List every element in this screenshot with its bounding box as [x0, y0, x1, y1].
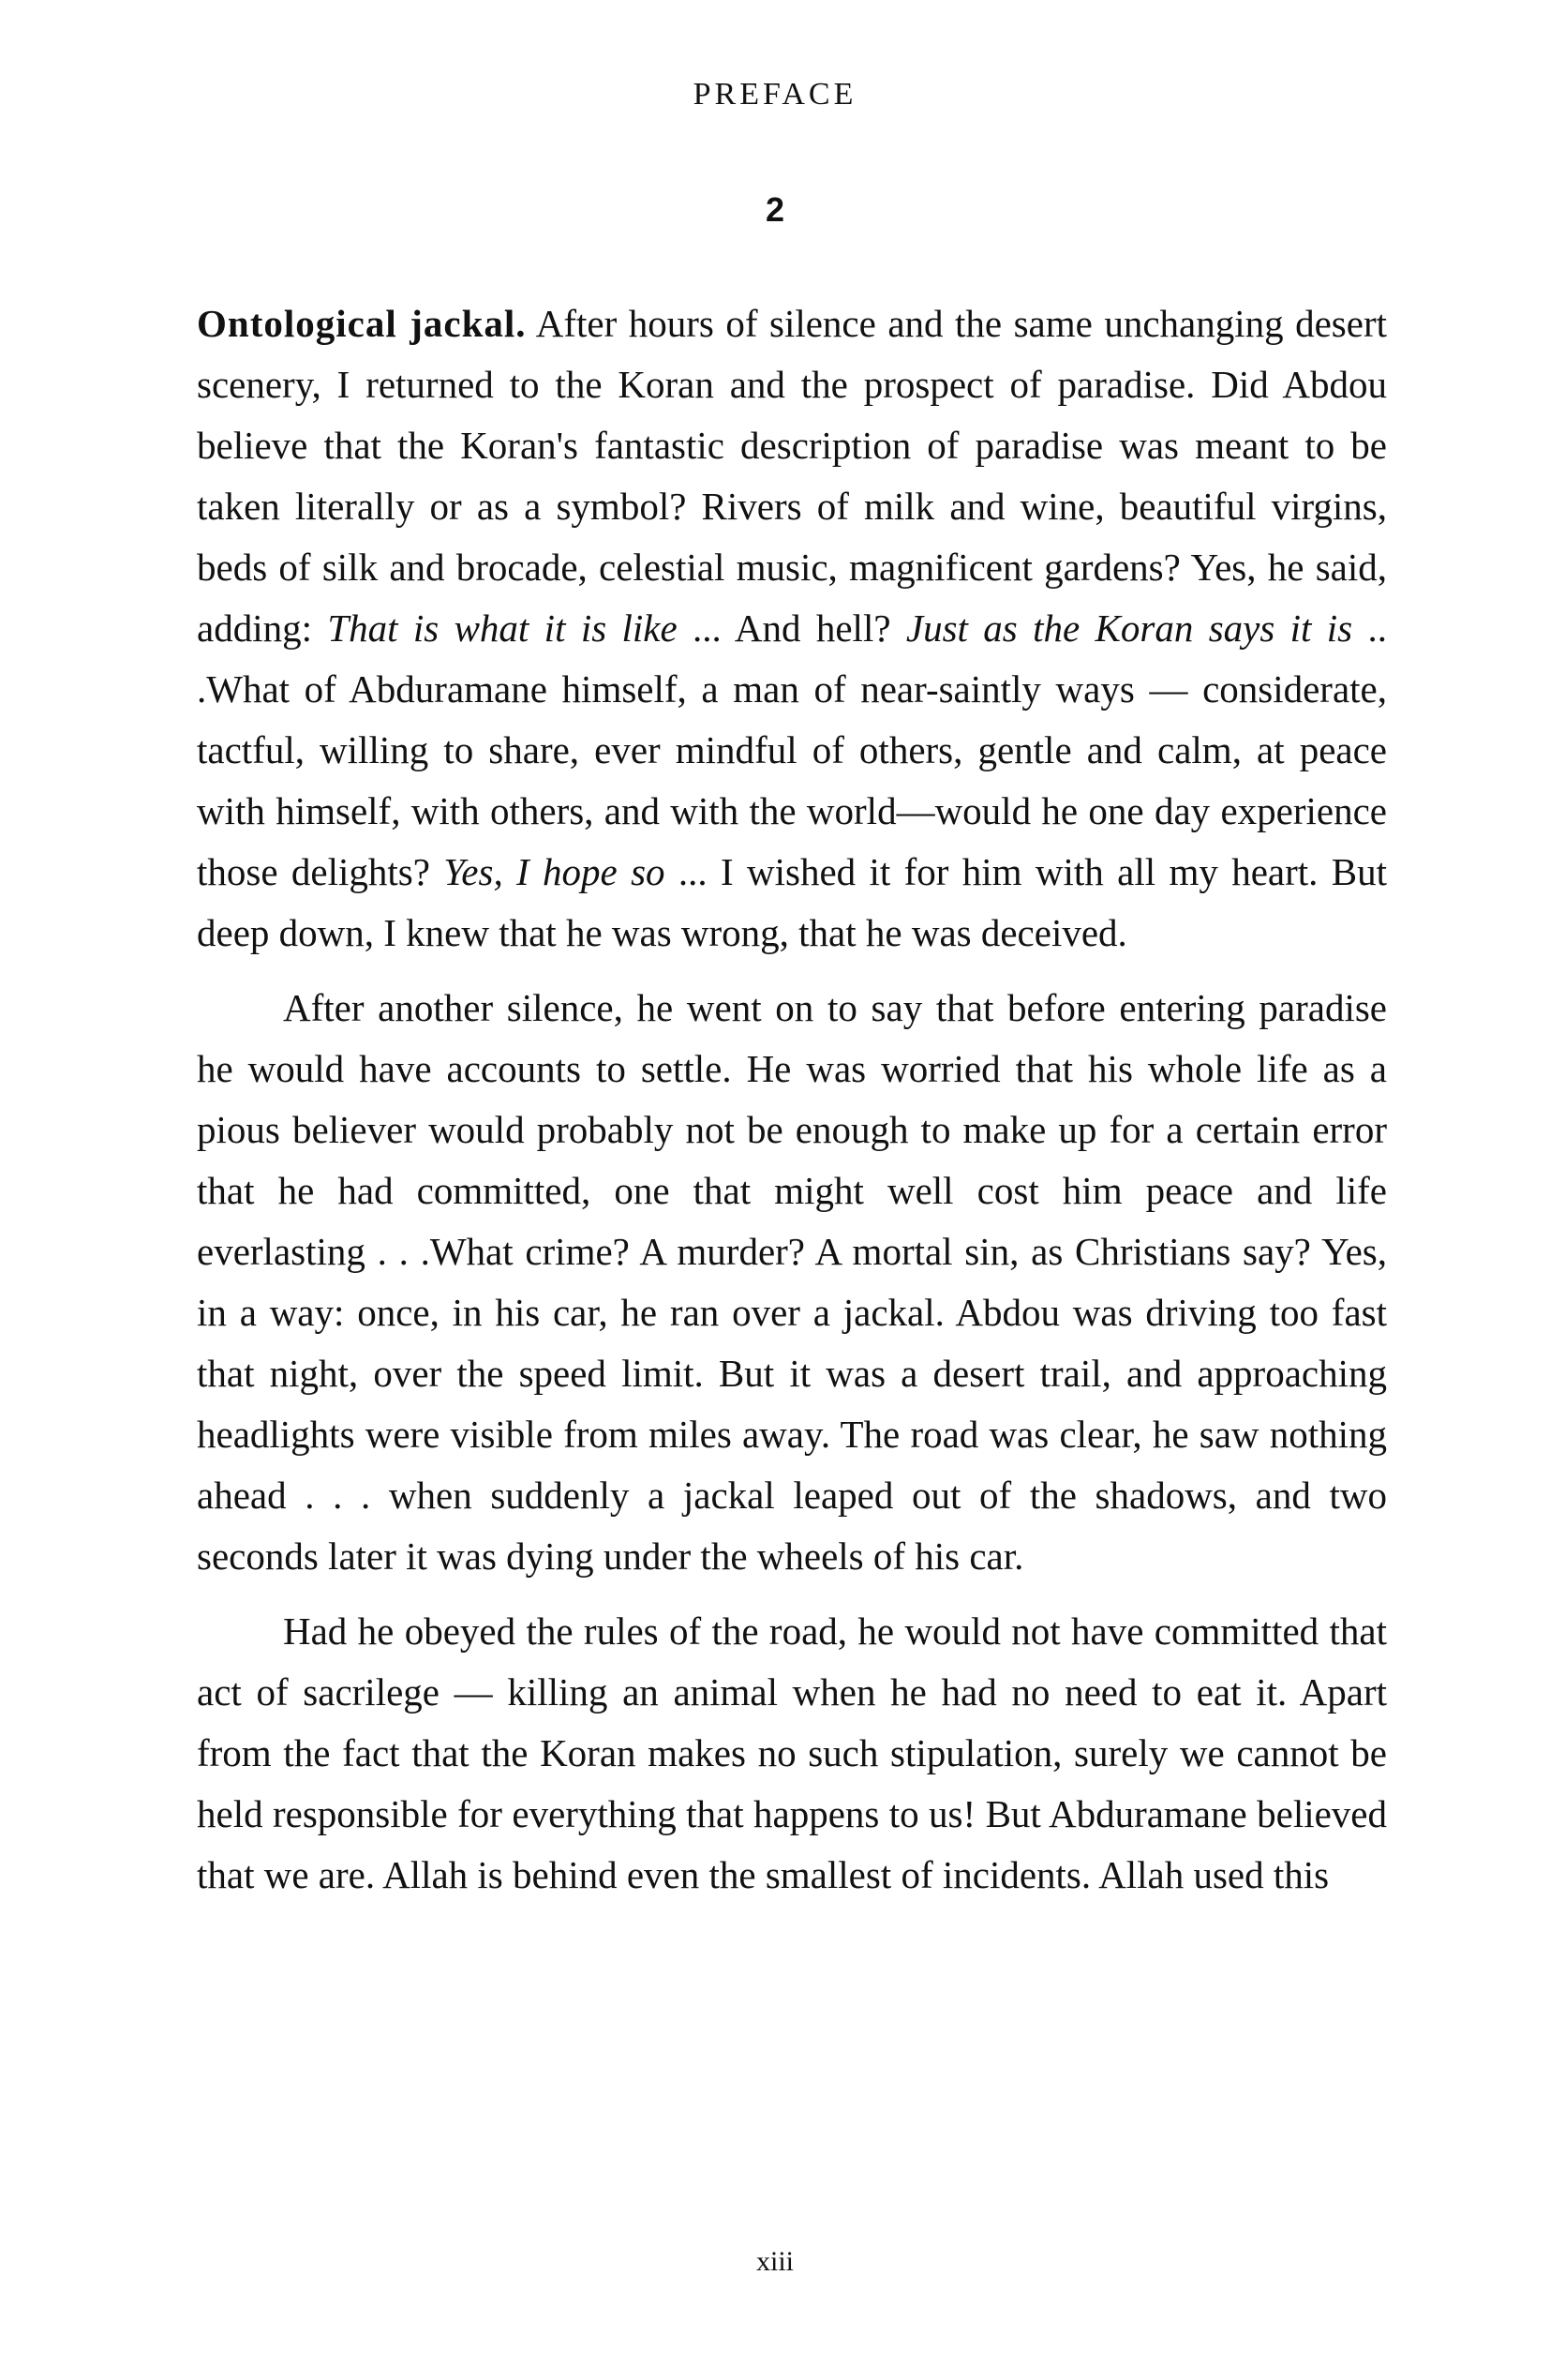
- paragraph-1-text-b: ... And hell?: [677, 606, 906, 650]
- quote-italic-1: That is what it is like: [327, 606, 678, 650]
- running-head: PREFACE: [693, 77, 857, 112]
- paragraph-2: After another silence, he went on to say that before entering paradise he would have accounts to settle. He was worried that his whole life as a pious believer would probably not be enough to make up for a certain error that he had committed, one that might well cost him peace and life everlasting . . .What crime? A murder? A mortal sin, as Christians say? Yes, in a way: once, in his car, he ran over a jackal. Abdou was driving too fast that night, over the speed limit. But it was a desert trail, and approaching headlights were visible from miles away. The road was clear, he saw nothing ahead . . . when suddenly a jackal leaped out of the shadows, and two seconds later it was dying under the wheels of his car.: [197, 986, 1387, 1578]
- paragraph-1: [197, 293, 1387, 964]
- paragraph-3: Had he obeyed the rules of the road, he would not have committed that act of sacrilege — killing an animal when he had no need to eat it. Apart from the fact that the Koran makes no such stipulation, surely we cannot be held responsible for everything that happens to us! But Abduramane believed that we are. Allah is behind even the smallest of incidents. Allah used this: [197, 1609, 1387, 1896]
- run-in-heading: Ontological jackal.: [197, 302, 527, 345]
- paragraph-1-text-a: After hours of silence and the same unchanging desert scenery, I returned to the Koran and the prospect of paradise. Did Abdou believe that the Koran's fantastic description of paradise was meant to be taken literally or as a symbol? Rivers of milk and wine, beautiful virgins, beds of silk and brocade, celestial music, magnificent gardens? Yes, he said, adding:: [197, 302, 1388, 650]
- quote-italic-2: Just as the Koran says it is: [905, 606, 1353, 650]
- quote-italic-3: Yes, I hope so: [443, 850, 665, 893]
- page-number: xiii: [755, 2246, 794, 2277]
- paragraph-1-text-c: .. .What of Abduramane himself, a man of near-saintly ways — considerate, tactful, willing to share, ever mindful of others, gentle and calm, at peace with himself, with others, and with the world—would he one day experience those delights?: [197, 606, 1387, 893]
- body-text: [197, 293, 1387, 1906]
- section-number: 2: [765, 190, 785, 229]
- paragraph-1-text-d: ... I wished it for him with all my heart. But deep down, I knew that he was wrong, that he was deceived.: [197, 850, 1387, 954]
